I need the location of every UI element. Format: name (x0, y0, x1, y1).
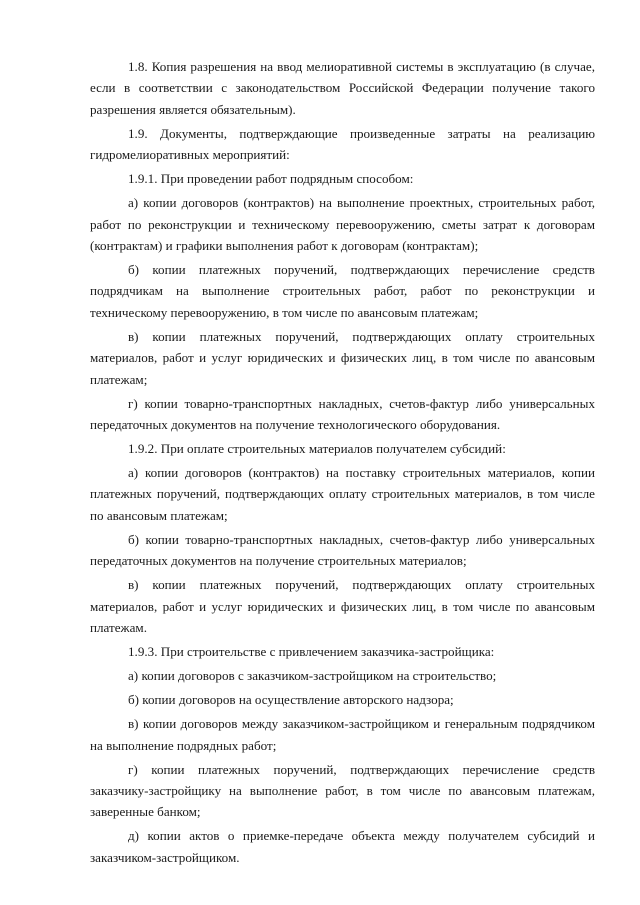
paragraph-1-9-2-v: в) копии платежных поручений, подтверждающих оплату строительных материалов, работ и услуг юридических и физических лиц, в том числе по авансовым платежам. (90, 577, 595, 636)
paragraph-1-9-3-g: г) копии платежных поручений, подтверждающих перечисление средств заказчику-застройщику на выполнение работ, в том числе по авансовым платежам, заверенные банком; (90, 761, 595, 820)
paragraph-1-9-1-heading: 1.9.1. При проведении работ подрядным способом: (128, 171, 414, 187)
paragraph-1-9-3-a: а) копии договоров с заказчиком-застройщиком на строительство; (128, 668, 497, 684)
paragraph-1-9-1-g: г) копии товарно-транспортных накладных, счетов-фактур либо универсальных передаточных документов на получение технологического оборудования. (90, 395, 595, 433)
paragraph-1-9-1-b: б) копии платежных поручений, подтверждающих перечисление средств подрядчикам на выполнение строительных работ, работ по реконструкции и техническому перевооружению, в том числе по авансовым платежам; (90, 262, 595, 320)
paragraph-1-9: 1.9. Документы, подтверждающие произведенные затраты на реализацию гидромелиоративных мероприятий: (90, 125, 595, 163)
paragraph-1-9-3-d: д) копии актов о приемке-передаче объекта между получателем субсидий и заказчиком-застройщиком. (90, 828, 595, 865)
paragraph-1-9-3-b: б) копии договоров на осуществление авторского надзора; (128, 692, 454, 708)
paragraph-1-9-2-b: б) копии товарно-транспортных накладных, счетов-фактур либо универсальных передаточных документов на получение строительных материалов; (90, 531, 595, 569)
paragraph-1-9-2-a: а) копии договоров (контрактов) на поставку строительных материалов, копии платежных поручений, подтверждающих оплату строительных материалов, в том числе по авансовым платежам; (90, 465, 595, 523)
paragraph-1-9-2-heading: 1.9.2. При оплате строительных материалов получателем субсидий: (128, 441, 506, 457)
paragraph-1-9-3-heading: 1.9.3. При строительстве с привлечением заказчика-застройщика: (128, 644, 495, 660)
document-page (90, 56, 595, 871)
paragraph-1-8: 1.8. Копия разрешения на ввод мелиоративной системы в эксплуатацию (в случае, если в соответствии с законодательством Российской Федерации получение такого разрешения является обязательным). (90, 59, 595, 117)
paragraph-1-9-3-v: в) копии договоров между заказчиком-застройщиком и генеральным подрядчиком на выполнение подрядных работ; (90, 716, 595, 753)
paragraph-1-9-1-v: в) копии платежных поручений, подтверждающих оплату строительных материалов, работ и услуг юридических и физических лиц, в том числе по авансовым платежам; (90, 328, 595, 387)
paragraph-1-9-1-a: а) копии договоров (контрактов) на выполнение проектных, строительных работ, работ по реконструкции и техническому перевооружению, сметы затрат к договорам (контрактам) и графики выполнения работ к договорам (контрактам); (90, 195, 595, 254)
